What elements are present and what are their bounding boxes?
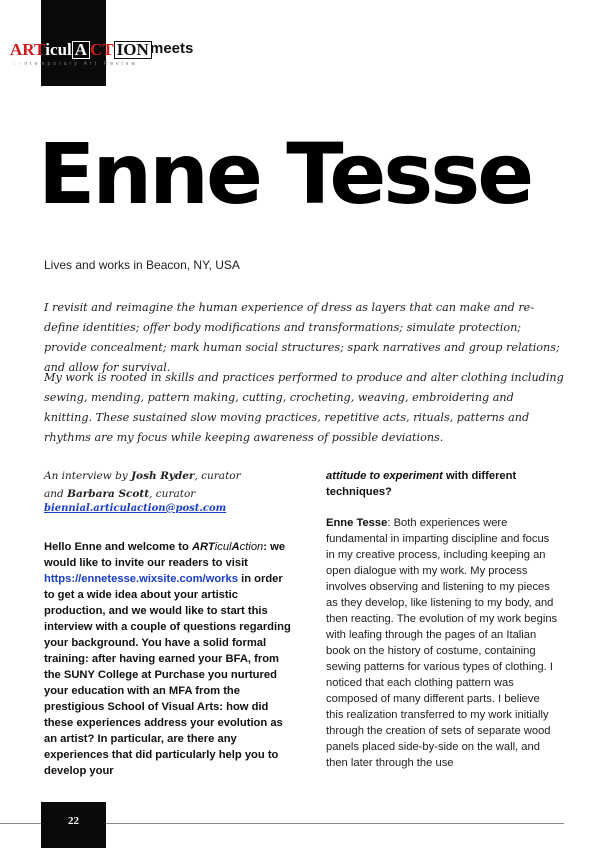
magazine-logo <box>10 40 152 60</box>
artist-location: Lives and works in Beacon, NY, USA <box>44 258 240 272</box>
artist-name-title: Enne Tesse <box>38 125 532 223</box>
interview-question-1: Hello Enne and welcome to ARTiculAction: we would like to invite our readers to visit https://ennetesse.wixsite.com/works in order to get a wide idea about your artistic production, and we would like to start this interview with a couple of questions regarding your background. You have a solid formal training: after having earned your BFA, from the SUNY College at Purchase you nurtured your education with an MFA from the prestigious School of Visual Arts: how did these experiences address your evolution as an artist? In particular, are there any experiences that did particularly help you to develop your <box>44 541 291 777</box>
answer-speaker: Enne Tesse <box>326 517 388 529</box>
logo-ion: ION <box>114 41 152 59</box>
meets-label: meets <box>150 40 194 57</box>
logo-a: A <box>72 41 90 59</box>
artist-website-link[interactable]: https://ennetesse.wixsite.com/works <box>44 573 238 585</box>
logo-icul: icul <box>45 40 72 59</box>
interviewer-name-1: Josh Ryder <box>131 470 195 482</box>
artist-statement-2: My work is rooted in skills and practices performed to produce and alter clothing including sewing, mending, pattern making, cutting, crocheting, weaving, embroidering and knitting. These sustained slow moving practices, repetitive acts, rituals, patterns and rhythms are my focus while keeping awareness of possible deviations. <box>44 371 564 444</box>
interview-credits: An interview by Josh Ryder, curator and Barbara Scott, curator <box>44 470 241 500</box>
page-number: 22 <box>68 815 79 827</box>
interviewer-name-2: Barbara Scott <box>67 488 150 500</box>
logo-ct: CT <box>90 40 114 59</box>
artist-statement-1: I revisit and reimagine the human experience of dress as layers that can make and re-define identities; offer body modifications and transformations; simulate protection; provide concealment; mark human social structures; spark narratives and group relations; and allow for survival. <box>44 301 560 374</box>
logo-art: ART <box>10 40 46 59</box>
logo-tagline: Contemporary Art Review <box>12 61 138 67</box>
interview-answer-1: Enne Tesse: Both experiences were fundamental in imparting discipline and focus in my creative process, including keeping an open dialogue with my work. My process involves observing and listening to my pieces as they develop, like listening to my body, and then reacting. The evolution of my work begins with leafing through the pages of an Italian book on the history of costume, containing sewing patterns for various types of clothing. I noticed that each clothing pattern was composed of many different parts. I believe this realization transferred to my work initially through the creation of sets of separate wood panels placed side-by-side on the wall, and then later through the use <box>326 517 558 769</box>
contact-email-link[interactable]: biennial.articulaction@post.com <box>44 503 227 514</box>
interview-question-1-continued: attitude to experiment with different techniques? <box>326 470 517 498</box>
